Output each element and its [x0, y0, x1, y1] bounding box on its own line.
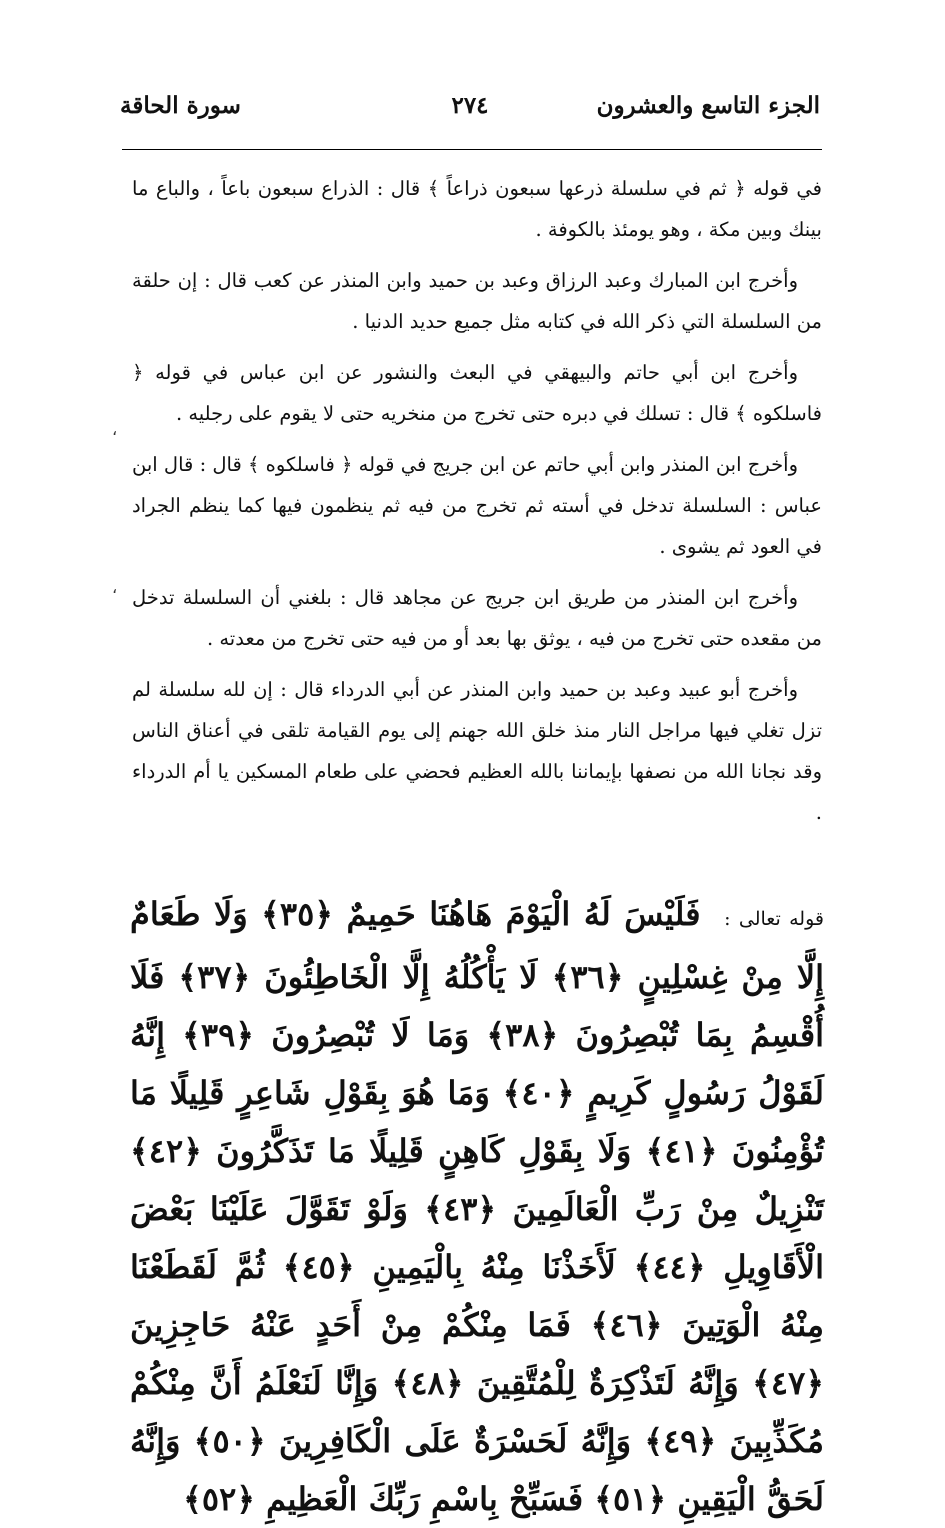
part-title: الجزء التاسع والعشرون: [596, 92, 820, 119]
paragraph: وأخرج أبو عبيد وعبد بن حميد وابن المنذر عن أبي الدرداء قال : إن لله سلسلة لم تزل تغلي فيها مراجل النار منذ خلق الله جهنم إلى يوم القيامة تلقى في أعناق الناس وقد نجانا الله من نصفها بإيماننا بالله العظيم فحضي على طعام المسكين يا أم الدرداء .: [132, 678, 822, 824]
paragraph: وأخرج ابن أبي حاتم والبيهقي في البعث والنشور عن ابن عباس في قوله ﴿ فاسلكوه ﴾ قال : تسلك في دبره حتى تخرج من منخريه حتى لا يقوم على رجليه .: [132, 361, 822, 425]
page-number: ٢٧٤: [451, 92, 489, 119]
commentary-text: [132, 168, 822, 843]
quran-verses: [130, 885, 824, 1528]
verse-intro: قوله تعالى :: [724, 908, 824, 930]
surah-title: سورة الحاقة: [120, 92, 241, 119]
header-divider: [122, 149, 822, 150]
paragraph: وأخرج ابن المبارك وعبد الرزاق وعبد بن حميد وابن المنذر عن كعب قال : إن حلقة من السلسلة التي ذكر الله في كتابه مثل جميع حديد الدنيا .: [132, 269, 822, 333]
margin-mark: ،: [112, 578, 118, 597]
verse-text: فَلَيْسَ لَهُ الْيَوْمَ هَاهُنَا حَمِيمٌ ﴿٣٥﴾ وَلَا طَعَامٌ إِلَّا مِنْ غِسْلِينٍ ﴿٣٦﴾ لَا يَأْكُلُهُ إِلَّا الْخَاطِئُونَ ﴿٣٧﴾ فَلَا أُقْسِمُ بِمَا تُبْصِرُونَ ﴿٣٨﴾ وَمَا لَا تُبْصِرُونَ ﴿٣٩﴾ إِنَّهُ لَقَوْلُ رَسُولٍ كَرِيمٍ ﴿٤٠﴾ وَمَا هُوَ بِقَوْلِ شَاعِرٍ قَلِيلًا مَا تُؤْمِنُونَ ﴿٤١﴾ وَلَا بِقَوْلِ كَاهِنٍ قَلِيلًا مَا تَذَكَّرُونَ ﴿٤٢﴾ تَنْزِيلٌ مِنْ رَبِّ الْعَالَمِينَ ﴿٤٣﴾ وَلَوْ تَقَوَّلَ عَلَيْنَا بَعْضَ الْأَقَاوِيلِ ﴿٤٤﴾ لَأَخَذْنَا مِنْهُ بِالْيَمِينِ ﴿٤٥﴾ ثُمَّ لَقَطَعْنَا مِنْهُ الْوَتِينَ ﴿٤٦﴾ فَمَا مِنْكُمْ مِنْ أَحَدٍ عَنْهُ حَاجِزِينَ ﴿٤٧﴾ وَإِنَّهُ لَتَذْكِرَةٌ لِلْمُتَّقِينَ ﴿٤٨﴾ وَإِنَّا لَنَعْلَمُ أَنَّ مِنْكُمْ مُكَذِّبِينَ ﴿٤٩﴾ وَإِنَّهُ لَحَسْرَةٌ عَلَى الْكَافِرِينَ ﴿٥٠﴾ وَإِنَّهُ لَحَقُّ الْيَقِينِ ﴿٥١﴾ فَسَبِّحْ بِاسْمِ رَبِّكَ الْعَظِيمِ ﴿٥٢﴾: [130, 895, 825, 1518]
paragraph: في قوله ﴿ ثم في سلسلة ذرعها سبعون ذراعاً ﴾ قال : الذراع سبعون باعاً ، والباع ما بينك وبين مكة ، وهو يومئذ بالكوفة .: [132, 177, 822, 241]
paragraph: وأخرج ابن المنذر وابن أبي حاتم عن ابن جريج في قوله ﴿ فاسلكوه ﴾ قال : قال ابن عباس : السلسلة تدخل في أسته ثم تخرج من فيه ثم ينظمون فيها كما ينظم الجراد في العود ثم يشوى .: [132, 453, 822, 558]
paragraph: وأخرج ابن المنذر من طريق ابن جريج عن مجاهد قال : بلغني أن السلسلة تدخل من مقعده حتى تخرج من فيه ، يوثق بها بعد أو من فيه حتى تخرج من معدته .: [132, 586, 822, 650]
page-header: [120, 92, 820, 138]
margin-mark: ،: [112, 420, 118, 439]
